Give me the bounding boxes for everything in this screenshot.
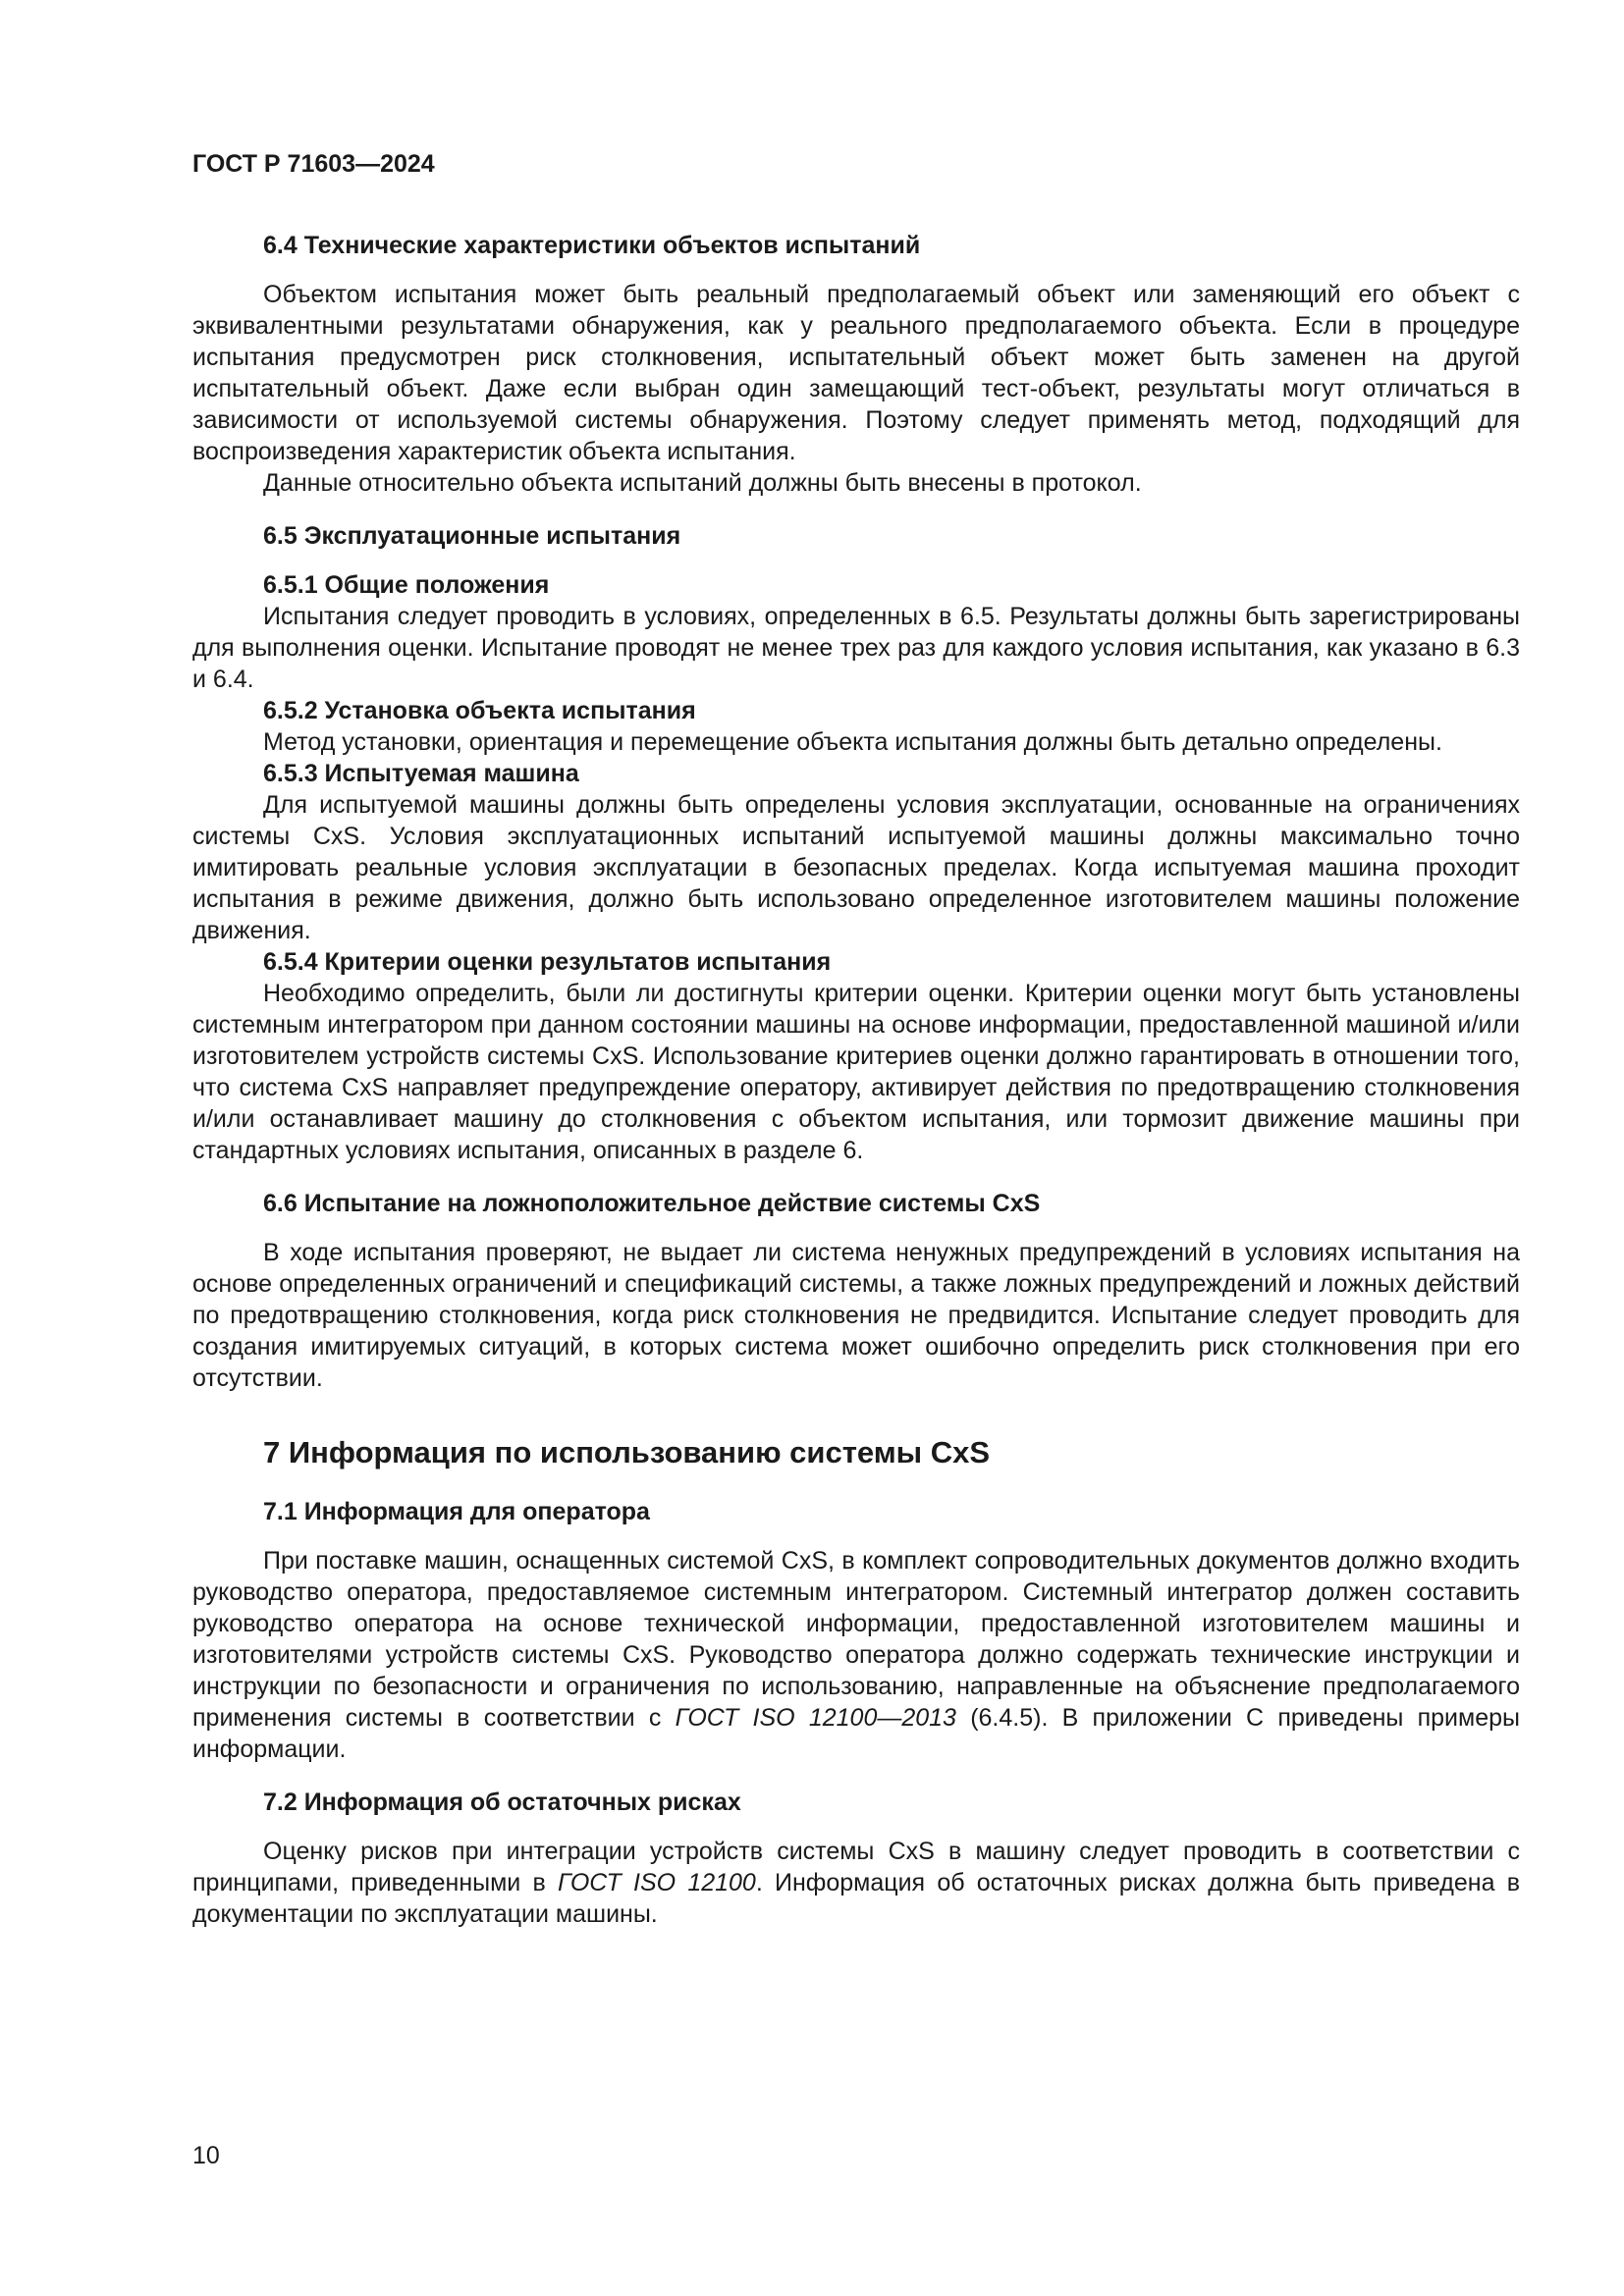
page-number: 10: [192, 2142, 220, 2169]
subsection-heading-6-5-2: 6.5.2 Установка объекта испытания: [263, 697, 696, 724]
section-heading-7-2: 7.2 Информация об остаточных рисках: [263, 1789, 741, 1816]
document-page: [192, 147, 1520, 1930]
chapter-heading-7: 7 Информация по использованию системы CxS: [263, 1435, 991, 1469]
paragraph: Испытания следует проводить в условиях, определенных в 6.5. Результаты должны быть зарегистрированы для выполнения оценки. Испытание проводят не менее трех раз для каждого условия испытания, как указано в 6.3 и 6.4.: [192, 603, 1520, 693]
paragraph: Метод установки, ориентация и перемещение объекта испытания должны быть детально определены.: [263, 728, 1442, 756]
section-heading-6-4: 6.4 Технические характеристики объектов испытаний: [263, 232, 921, 259]
section-heading-7-1: 7.1 Информация для оператора: [263, 1498, 650, 1525]
paragraph: Объектом испытания может быть реальный предполагаемый объект или заменяющий его объект с эквивалентными результатами обнаружения, как у реального предполагаемого объекта. Если в процедуре испытания предусмотрен риск столкновения, испытательный объект может быть заменен на другой испытательный объект. Даже если выбран один замещающий тест-объект, результаты могут отличаться в зависимости от используемой системы обнаружения. Поэтому следует применять метод, подходящий для воспроизведения характеристик объекта испытания.: [192, 281, 1520, 465]
paragraph: Для испытуемой машины должны быть определены условия эксплуатации, основанные на ограничениях системы CxS. Условия эксплуатационных испытаний испытуемой машины должны максимально точно имитировать реальные условия эксплуатации в безопасных пределах. Когда испытуемая машина проходит испытания в режиме движения, должно быть использовано определенное изготовителем машины положение движения.: [192, 791, 1520, 944]
section-heading-6-5: 6.5 Эксплуатационные испытания: [263, 522, 681, 550]
text-run: При поставке машин, оснащенных системой CxS, в комплект сопроводительных документов должно входить руководство оператора, предоставляемое системным интегратором. Системный интегратор должен составить руководство оператора на основе технической информации, предоставленной изготовителем машины и изготовителями устройств системы CxS. Руководство оператора должно содержать технические инструкции и инструкции по безопасности и ограничения по использованию, направленные на объяснение предполагаемого применения системы в соответствии с: [192, 1547, 1520, 1732]
document-header: ГОСТ Р 71603—2024: [192, 150, 435, 178]
paragraph: [192, 1545, 1520, 1765]
paragraph: Данные относительно объекта испытаний должны быть внесены в протокол.: [263, 469, 1142, 497]
subsection-heading-6-5-4: 6.5.4 Критерии оценки результатов испытания: [263, 948, 832, 976]
paragraph: Необходимо определить, были ли достигнуты критерии оценки. Критерии оценки могут быть установлены системным интегратором при данном состоянии машины на основе информации, предоставленной машиной и/или изготовителем устройств системы CxS. Использование критериев оценки должно гарантировать в отношении того, что система CxS направляет предупреждение оператору, активирует действия по предотвращению столкновения и/или останавливает машину до столкновения с объектом испытания, или тормозит движение машины при стандартных условиях испытания, описанных в разделе 6.: [192, 980, 1520, 1164]
text-run: (6.4.5). В приложении С приведены примеры информации.: [192, 1704, 1520, 1763]
text-run: . Информация об остаточных рисках должна быть приведена в документации по эксплуатации машины.: [192, 1869, 1521, 1928]
standard-reference: ГОСТ ISO 12100—2013: [675, 1704, 956, 1732]
section-heading-6-6: 6.6 Испытание на ложноположительное действие системы CxS: [263, 1190, 1041, 1217]
paragraph: [192, 1836, 1520, 1930]
paragraph: В ходе испытания проверяют, не выдает ли система ненужных предупреждений в условиях испытания на основе определенных ограничений и спецификаций системы, а также ложных предупреждений и ложных действий по предотвращению столкновения, когда риск столкновения не предвидится. Испытание следует проводить для создания имитируемых ситуаций, в которых система может ошибочно определить риск столкновения при его отсутствии.: [192, 1239, 1520, 1392]
standard-reference: ГОСТ ISO 12100: [558, 1869, 756, 1896]
subsection-heading-6-5-3: 6.5.3 Испытуемая машина: [263, 760, 579, 787]
subsection-heading-6-5-1: 6.5.1 Общие положения: [263, 571, 550, 599]
text-run: Оценку рисков при интеграции устройств системы CxS в машину следует проводить в соответствии с принципами, приведенными в: [192, 1838, 1520, 1896]
